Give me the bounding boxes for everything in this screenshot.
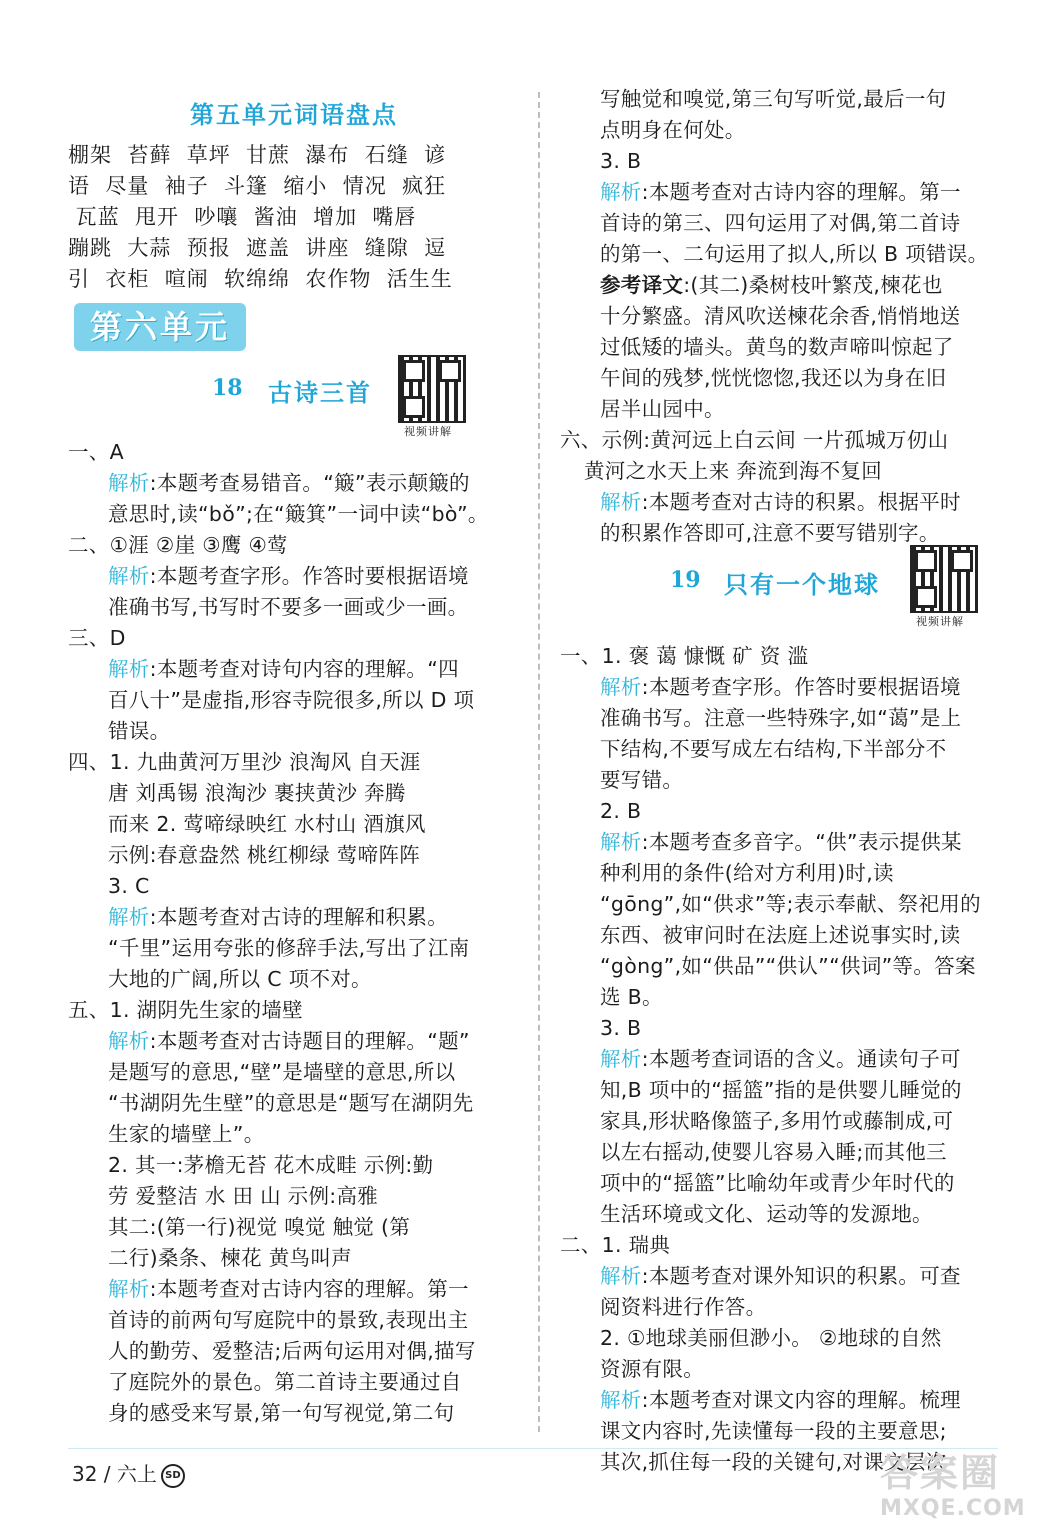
question-number: 二、1. 瑞典 bbox=[560, 1233, 671, 1257]
question-number: 四、1. 九曲黄河万里沙 浪淘风 自天涯 bbox=[68, 750, 421, 774]
line-text: :本题考查字形。作答时要根据语境 bbox=[149, 564, 469, 588]
text-line bbox=[68, 1026, 520, 1057]
text-line bbox=[68, 1057, 520, 1088]
line-text: 知,B 项中的“摇篮”指的是供婴儿睡觉的 bbox=[600, 1078, 962, 1102]
text-line bbox=[68, 499, 520, 530]
text-line bbox=[68, 778, 520, 809]
line-text: 项中的“摇篮”比喻幼年或青少年时代的 bbox=[600, 1171, 955, 1195]
line-text: 的第一、二句运用了拟人,所以 B 项错误。 bbox=[600, 242, 989, 266]
qr-code-icon[interactable] bbox=[398, 355, 466, 423]
text-line bbox=[68, 1150, 520, 1181]
text-line bbox=[560, 1106, 1000, 1137]
text-line bbox=[560, 363, 1000, 394]
line-text: 选 B。 bbox=[600, 985, 663, 1009]
lesson18-number: 18 bbox=[212, 375, 243, 401]
line-text: 3. B bbox=[600, 1016, 642, 1040]
line-text: 首诗的第三、四句运用了对偶,第二首诗 bbox=[600, 211, 961, 235]
watermark-url: MXQE.COM bbox=[880, 1496, 1026, 1521]
text-line bbox=[68, 468, 520, 499]
text-line bbox=[560, 641, 1000, 672]
analysis-label: 解析 bbox=[600, 830, 642, 854]
line-text: 东西、被审问时在法庭上述说事实时,读 bbox=[600, 923, 961, 947]
line-text: 准确书写。注意一些特殊字,如“蔼”是上 bbox=[600, 706, 962, 730]
line-text: 身的感受来写景,第一句写视觉,第二句 bbox=[108, 1401, 455, 1425]
line-text: 3. B bbox=[600, 149, 642, 173]
qr-code-icon[interactable] bbox=[910, 545, 978, 613]
line-text: 阅资料进行作答。 bbox=[600, 1295, 767, 1319]
line-text: 人的勤劳、爱整洁;后两句运用对偶,描写 bbox=[108, 1339, 476, 1363]
text-line bbox=[560, 1261, 1000, 1292]
line-text: 以左右摇动,使婴儿容易入睡;而其他三 bbox=[600, 1140, 947, 1164]
question-number: 二、①涯 ②崖 ③鹰 ④莺 bbox=[68, 533, 288, 557]
text-line bbox=[68, 1243, 520, 1274]
line-text: 点明身在何处。 bbox=[600, 118, 746, 142]
line-text: 居半山园中。 bbox=[600, 397, 725, 421]
footer-rule bbox=[68, 1448, 998, 1449]
lesson19-number: 19 bbox=[670, 567, 701, 593]
lesson19-answers bbox=[560, 641, 1000, 1478]
unit5-word-list bbox=[68, 140, 520, 295]
watermark-logo-text: 答案圈 bbox=[880, 1451, 1001, 1495]
text-line bbox=[68, 1367, 520, 1398]
analysis-label: 解析 bbox=[108, 1277, 150, 1301]
text-line bbox=[560, 301, 1000, 332]
analysis-label: 解析 bbox=[600, 1388, 642, 1412]
line-text: 资源有限。 bbox=[600, 1357, 704, 1381]
line-text: 生活环境或文化、运动等的发源地。 bbox=[600, 1202, 933, 1226]
text-line bbox=[68, 685, 520, 716]
page-footer bbox=[72, 1458, 185, 1488]
word-row: 语 尽量 袖子 斗篷 缩小 情况 疯狂 bbox=[68, 174, 447, 198]
page-number: 32 / 六上 bbox=[72, 1462, 157, 1486]
text-line bbox=[68, 530, 520, 561]
question-number: 三、D bbox=[68, 626, 126, 650]
line-text: :本题考查对课外知识的积累。可查 bbox=[641, 1264, 961, 1288]
analysis-label: 解析 bbox=[108, 1029, 150, 1053]
line-text: :(其二)桑树枝叶繁茂,楝花也 bbox=[683, 273, 943, 297]
line-text: 种利用的条件(给对方利用)时,读 bbox=[600, 861, 894, 885]
text-line bbox=[68, 1398, 520, 1429]
text-line bbox=[68, 933, 520, 964]
lesson19-header bbox=[560, 549, 1000, 641]
text-line bbox=[560, 1385, 1000, 1416]
line-text: 课文内容时,先读懂每一段的主要意思; bbox=[600, 1419, 947, 1443]
text-line bbox=[560, 84, 1000, 115]
line-text: 生家的墙壁上”。 bbox=[108, 1122, 265, 1146]
line-text: “千里”运用夸张的修辞手法,写出了江南 bbox=[108, 936, 470, 960]
text-line bbox=[560, 487, 1000, 518]
text-line bbox=[68, 809, 520, 840]
question-number: 一、1. 褒 蔼 慷慨 矿 资 滥 bbox=[560, 644, 809, 668]
word-row: 引 衣柜 喧闹 软绵绵 农作物 活生生 bbox=[68, 267, 453, 291]
word-row: 棚架 苔藓 草坪 甘蔗 瀑布 石缝 谚 bbox=[68, 143, 447, 167]
text-line bbox=[560, 827, 1000, 858]
text-line bbox=[68, 623, 520, 654]
translation-label: 参考译文 bbox=[600, 273, 684, 297]
line-text: :本题考查对古诗题目的理解。“题” bbox=[149, 1029, 470, 1053]
sd-badge-icon: SD bbox=[161, 1464, 185, 1488]
text-line bbox=[560, 951, 1000, 982]
text-line bbox=[68, 747, 520, 778]
analysis-label: 解析 bbox=[108, 657, 150, 681]
text-line bbox=[68, 1119, 520, 1150]
line-text: 了庭院外的景色。第二首诗主要通过自 bbox=[108, 1370, 462, 1394]
text-line bbox=[560, 1013, 1000, 1044]
text-line bbox=[560, 239, 1000, 270]
text-line bbox=[560, 1199, 1000, 1230]
text-line bbox=[560, 425, 1000, 456]
text-line bbox=[560, 796, 1000, 827]
line-text: :本题考查对古诗的理解和积累。 bbox=[149, 905, 449, 929]
text-line bbox=[68, 1336, 520, 1367]
watermark bbox=[880, 1450, 1026, 1530]
text-line bbox=[68, 592, 520, 623]
line-text: 准确书写,书写时不要多一画或少一画。 bbox=[108, 595, 469, 619]
column-divider bbox=[538, 92, 540, 1432]
line-text: 其二:(第一行)视觉 嗅觉 触觉 (第 bbox=[108, 1215, 411, 1239]
word-row: 瓦蓝 甩开 吵嚷 酱油 增加 嘴唇 bbox=[68, 205, 417, 229]
analysis-label: 解析 bbox=[108, 471, 150, 495]
lesson19-title: 只有一个地球 bbox=[724, 571, 880, 599]
text-line bbox=[560, 1044, 1000, 1075]
text-line bbox=[68, 1274, 520, 1305]
text-line bbox=[560, 115, 1000, 146]
text-line bbox=[68, 561, 520, 592]
question-number: 一、A bbox=[68, 440, 124, 464]
analysis-label: 解析 bbox=[600, 1264, 642, 1288]
text-line bbox=[68, 1212, 520, 1243]
analysis-label: 解析 bbox=[108, 564, 150, 588]
line-text: :本题考查对古诗的积累。根据平时 bbox=[641, 490, 961, 514]
line-text: 百八十”是虚指,形容寺院很多,所以 D 项 bbox=[108, 688, 475, 712]
text-line bbox=[560, 982, 1000, 1013]
text-line bbox=[560, 1168, 1000, 1199]
line-text: 唐 刘禹锡 浪淘沙 裹挟黄沙 奔腾 bbox=[108, 781, 406, 805]
text-line bbox=[560, 703, 1000, 734]
unit5-vocabulary-title: 第五单元词语盘点 bbox=[190, 101, 398, 129]
lesson18-answers-continued bbox=[560, 84, 1000, 549]
analysis-label: 解析 bbox=[108, 905, 150, 929]
question-number: 六、示例:黄河远上白云间 一片孤城万仞山 bbox=[560, 428, 949, 452]
text-line bbox=[560, 208, 1000, 239]
text-line bbox=[68, 964, 520, 995]
text-line bbox=[68, 871, 520, 902]
right-column bbox=[560, 84, 1000, 1478]
text-line bbox=[560, 858, 1000, 889]
line-text: 写触觉和嗅觉,第三句写听觉,最后一句 bbox=[600, 87, 947, 111]
line-text: 过低矮的墙头。黄鸟的数声啼叫惊起了 bbox=[600, 335, 954, 359]
unit6-banner: 第六单元 bbox=[74, 303, 246, 351]
text-line bbox=[560, 1354, 1000, 1385]
line-text: 3. C bbox=[108, 874, 150, 898]
text-line bbox=[560, 672, 1000, 703]
analysis-label: 解析 bbox=[600, 490, 642, 514]
line-text: 要写错。 bbox=[600, 768, 684, 792]
line-text: :本题考查词语的含义。通读句子可 bbox=[641, 1047, 961, 1071]
text-line bbox=[560, 1137, 1000, 1168]
line-text: :本题考查多音字。“供”表示提供某 bbox=[641, 830, 962, 854]
text-line bbox=[560, 394, 1000, 425]
text-line bbox=[560, 1230, 1000, 1261]
text-line bbox=[560, 177, 1000, 208]
text-line bbox=[560, 332, 1000, 363]
text-line bbox=[560, 734, 1000, 765]
line-text: 2. ①地球美丽但渺小。 ②地球的自然 bbox=[600, 1326, 942, 1350]
line-text: 2. B bbox=[600, 799, 642, 823]
analysis-label: 解析 bbox=[600, 675, 642, 699]
line-text: 而来 2. 莺啼绿映红 水村山 酒旗风 bbox=[108, 812, 426, 836]
line-text: 家具,形状略像篮子,多用竹或藤制成,可 bbox=[600, 1109, 954, 1133]
text-line bbox=[560, 920, 1000, 951]
text-line bbox=[560, 765, 1000, 796]
line-text: :本题考查对古诗内容的理解。第一 bbox=[641, 180, 961, 204]
lesson18-title: 古诗三首 bbox=[268, 379, 372, 407]
line-text: 其次,抓住每一段的关键句,对课文层次 bbox=[600, 1450, 947, 1474]
text-line bbox=[68, 716, 520, 747]
line-text: 十分繁盛。清风吹送楝花余香,悄悄地送 bbox=[600, 304, 961, 328]
line-text: 大地的广阔,所以 C 项不对。 bbox=[108, 967, 372, 991]
text-line bbox=[560, 270, 1000, 301]
text-line bbox=[560, 456, 1000, 487]
text-line bbox=[68, 840, 520, 871]
text-line bbox=[68, 1181, 520, 1212]
lesson18-header bbox=[68, 357, 520, 437]
text-line bbox=[68, 902, 520, 933]
line-text: :本题考查字形。作答时要根据语境 bbox=[641, 675, 961, 699]
line-text: :本题考查对古诗内容的理解。第一 bbox=[149, 1277, 469, 1301]
analysis-label: 解析 bbox=[600, 180, 642, 204]
line-text: “gōng”,如“供求”等;表示奉献、祭祀用的 bbox=[600, 892, 981, 916]
text-line bbox=[68, 654, 520, 685]
line-text: :本题考查对诗句内容的理解。“四 bbox=[149, 657, 459, 681]
line-text: 劳 爱整洁 水 田 山 示例:高雅 bbox=[108, 1184, 379, 1208]
line-text: :本题考查易错音。“簸”表示颠簸的 bbox=[149, 471, 470, 495]
line-text: 午间的残梦,恍恍惚惚,我还以为身在旧 bbox=[600, 366, 947, 390]
text-line bbox=[560, 1323, 1000, 1354]
question-number: 五、1. 湖阴先生家的墙壁 bbox=[68, 998, 303, 1022]
line-text: “gòng”,如“供品”“供认”“供词”等。答案 bbox=[600, 954, 976, 978]
line-text: 二行)桑条、楝花 黄鸟叫声 bbox=[108, 1246, 352, 1270]
word-row: 蹦跳 大蒜 预报 遮盖 讲座 缝隙 逗 bbox=[68, 236, 447, 260]
left-column bbox=[68, 84, 520, 1429]
text-line bbox=[68, 1088, 520, 1119]
line-text: 的积累作答即可,注意不要写错别字。 bbox=[600, 521, 940, 545]
text-line bbox=[68, 995, 520, 1026]
text-line bbox=[560, 1075, 1000, 1106]
text-line bbox=[560, 889, 1000, 920]
line-text: 错误。 bbox=[108, 719, 171, 743]
text-line bbox=[68, 437, 520, 468]
line-text: “书湖阴先生壁”的意思是“题写在湖阴先 bbox=[108, 1091, 474, 1115]
line-text: 意思时,读“bǒ”;在“簸箕”一词中读“bò”。 bbox=[108, 502, 489, 526]
text-line bbox=[560, 146, 1000, 177]
analysis-label: 解析 bbox=[600, 1047, 642, 1071]
line-text: 是题写的意思,“壁”是墙壁的意思,所以 bbox=[108, 1060, 456, 1084]
text-line bbox=[560, 1292, 1000, 1323]
text-line bbox=[560, 1416, 1000, 1447]
line-text: 首诗的前两句写庭院中的景致,表现出主 bbox=[108, 1308, 469, 1332]
line-text: 黄河之水天上来 奔流到海不复回 bbox=[584, 459, 883, 483]
line-text: 2. 其一:茅檐无苔 花木成畦 示例:勤 bbox=[108, 1153, 434, 1177]
text-line bbox=[68, 1305, 520, 1336]
line-text: :本题考查对课文内容的理解。梳理 bbox=[641, 1388, 961, 1412]
video-explanation-label: 视频讲解 bbox=[916, 615, 964, 628]
video-explanation-label: 视频讲解 bbox=[404, 425, 452, 438]
line-text: 示例:春意盎然 桃红柳绿 莺啼阵阵 bbox=[108, 843, 421, 867]
line-text: 下结构,不要写成左右结构,下半部分不 bbox=[600, 737, 947, 761]
lesson18-answers bbox=[68, 437, 520, 1429]
